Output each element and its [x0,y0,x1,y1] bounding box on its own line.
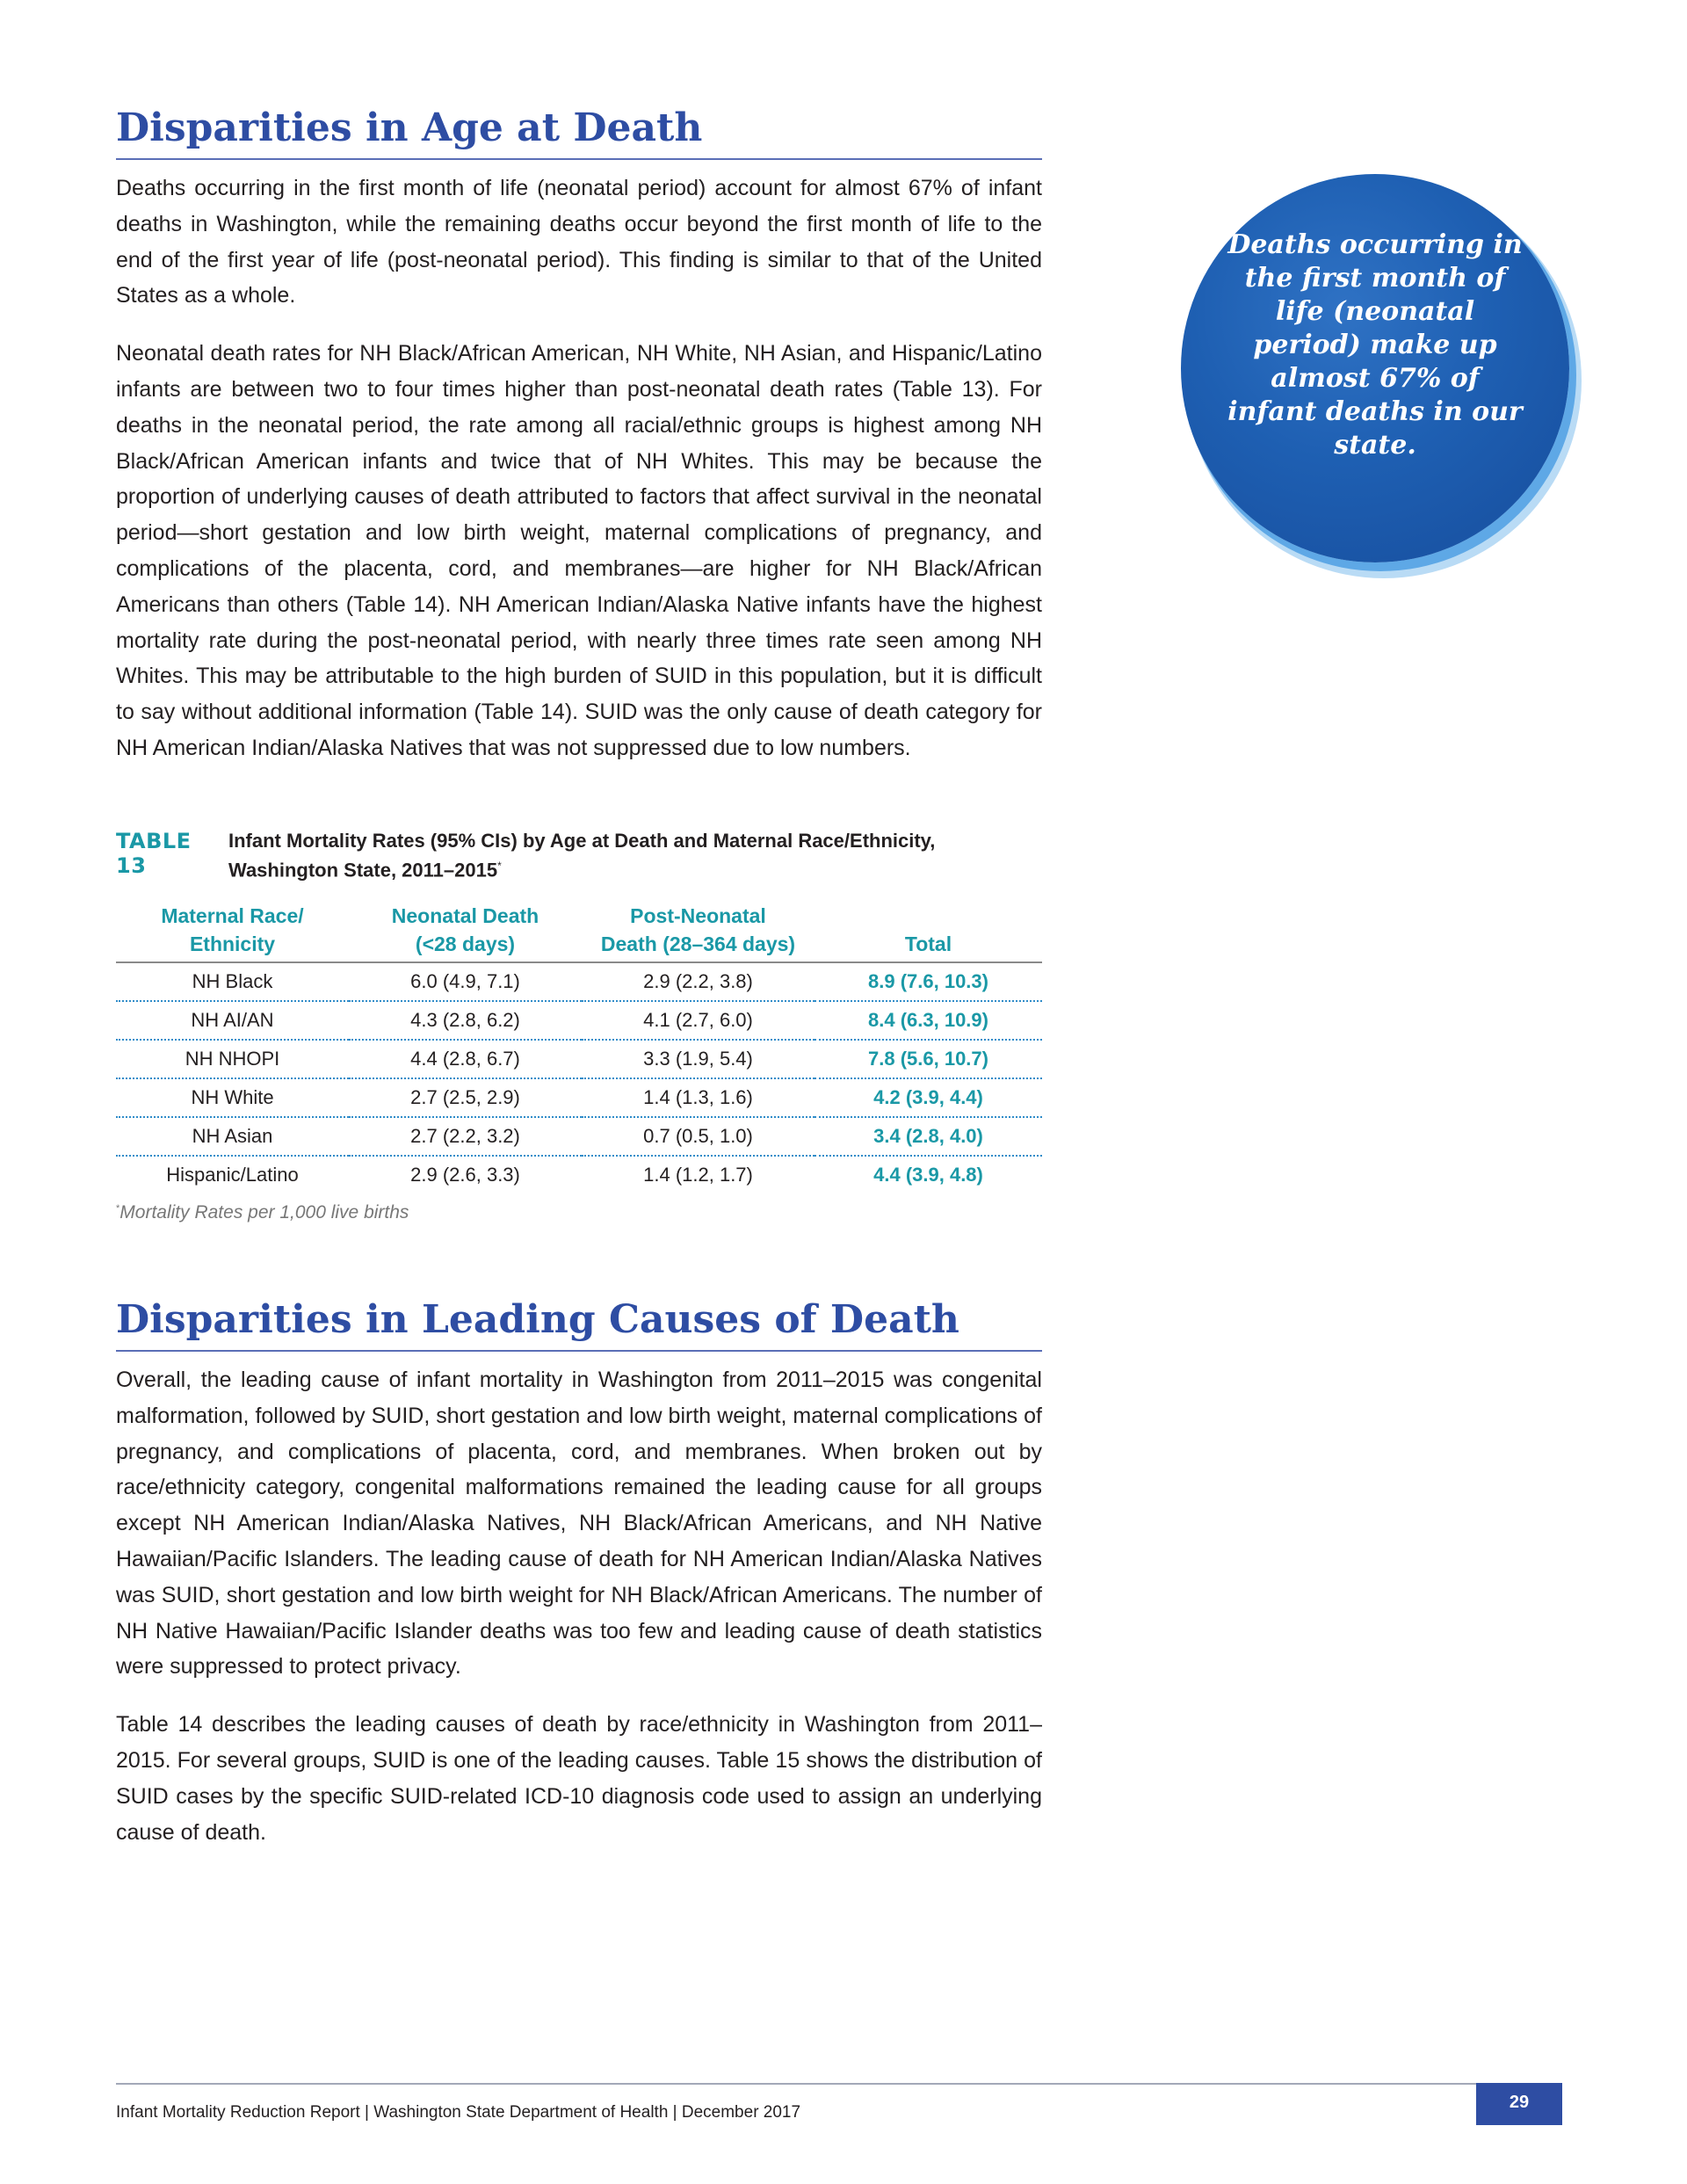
table-cell: 4.3 (2.8, 6.2) [349,1001,582,1040]
table-cell-total: 4.2 (3.9, 4.4) [815,1078,1042,1117]
title-footnote-marker: * [497,860,502,872]
table-row [116,1156,1042,1194]
section-heading: Disparities in Leading Causes of Death [116,1295,1042,1352]
table-cell: 0.7 (0.5, 1.0) [582,1117,815,1156]
section-leading-causes [116,1295,1042,1850]
paragraph: Table 14 describes the leading causes of death by race/ethnicity in Washington from 2011–2015. For several groups, SUID is one of the leading causes. Table 15 shows the distribution of SUID cases by the specific SUID-related ICD-10 diagnosis code used to assign an underlying cause of death. [116,1712,1042,1845]
footer-text: Infant Mortality Reduction Report | Washington State Department of Health | December 2017 [116,2103,801,2122]
table-cell-total: 4.4 (3.9, 4.8) [873,1164,983,1186]
footer-divider [116,2083,1562,2085]
callout-text: Deaths occurring in the first month of life (neonatal period) make up almost 67% of infant deaths in our state. [1227,229,1523,461]
table-label: TABLE 13 [116,829,192,878]
table-cell: NH Black [116,962,349,1001]
table-cell: 2.9 (2.6, 3.3) [410,1164,520,1186]
table-title-text: Infant Mortality Rates (95% CIs) by Age at Death and Maternal Race/Ethnicity, Washington State, 2011–2015 [228,830,936,882]
table-cell: 3.3 (1.9, 5.4) [582,1040,815,1078]
table-caption [116,829,1042,882]
table-13 [116,829,1042,1223]
table-cell: NH NHOPI [116,1040,349,1078]
table-cell: 6.0 (4.9, 7.1) [349,962,582,1001]
data-table [116,902,1042,1194]
table-cell: NH Asian [116,1117,349,1156]
table-cell: 4.4 (2.8, 6.7) [349,1040,582,1078]
table-cell: 1.4 (1.3, 1.6) [582,1078,815,1117]
section-heading: Disparities in Age at Death [116,104,1042,160]
column-header: Maternal Race/ Ethnicity [116,902,349,962]
page-number: 29 [1476,2083,1562,2125]
table-row [116,1117,1042,1156]
column-header: Total [815,902,1042,962]
table-cell: 2.7 (2.2, 3.2) [349,1117,582,1156]
table-cell: Hispanic/Latino [166,1164,299,1186]
table-cell: NH White [116,1078,349,1117]
table-title [228,829,1042,882]
table-cell-total: 3.4 (2.8, 4.0) [815,1117,1042,1156]
table-cell: 1.4 (1.2, 1.7) [643,1164,753,1186]
footnote-marker: * [116,1203,120,1215]
table-cell-total: 8.4 (6.3, 10.9) [815,1001,1042,1040]
table-cell: 4.1 (2.7, 6.0) [582,1001,815,1040]
section-age-at-death [116,104,1042,766]
footnote-text: Mortality Rates per 1,000 live births [119,1202,409,1223]
paragraph: Overall, the leading cause of infant mortality in Washington from 2011–2015 was congenital malformation, followed by SUID, short gestation and low birth weight, maternal complications of pregnancy, and complications of placenta, cord, and membranes. When broken out by race/ethnicity category, congenital malformations remained the leading cause for all groups except NH American Indian/Alaska Natives, NH Black/African Americans, and NH Native Hawaiian/Pacific Islanders. The leading cause of death for NH American Indian/Alaska Natives was SUID, short gestation and low birth weight for NH Black/African Americans. The number of NH Native Hawaiian/Pacific Islander deaths was too few and leading cause of death statistics were suppressed to protect privacy. [116,1368,1042,1680]
table-cell-total: 8.9 (7.6, 10.3) [815,962,1042,1001]
table-cell: 2.9 (2.2, 3.8) [582,962,815,1001]
callout-circle [1181,174,1569,562]
table-cell: 2.7 (2.5, 2.9) [349,1078,582,1117]
table-row [116,962,1042,1001]
table-cell-total: 7.8 (5.6, 10.7) [815,1040,1042,1078]
column-header: Post-Neonatal Death (28–364 days) [582,902,815,962]
table-row [116,1001,1042,1040]
column-header: Neonatal Death (<28 days) [349,902,582,962]
table-footnote [116,1202,1042,1223]
table-header-row [116,902,1042,962]
table-row [116,1078,1042,1117]
table-cell: NH AI/AN [116,1001,349,1040]
paragraph: Deaths occurring in the first month of life (neonatal period) account for almost 67% of infant deaths in Washington, while the remaining deaths occur beyond the first month of life to the end of the first year of life (post-neonatal period). This finding is similar to that of the United States as a whole. [116,176,1042,308]
paragraph: Neonatal death rates for NH Black/African American, NH White, NH Asian, and Hispanic/Latino infants are between two to four times higher than post-neonatal death rates (Table 13). For deaths in the neonatal period, the rate among all racial/ethnic groups is highest among NH Black/African American infants and twice that of NH Whites. This may be because the proportion of underlying causes of death attributed to factors that affect survival in the neonatal period—short gestation and low birth weight, maternal complications of pregnancy, and complications of the placenta, cord, and membranes—are higher for NH Black/African Americans than others (Table 14). NH American Indian/Alaska Native infants have the highest mortality rate during the post-neonatal period, with nearly three times rate seen among NH Whites. This may be attributable to the high burden of SUID in this population, but it is difficult to say without additional information (Table 14). SUID was the only cause of death category for NH American Indian/Alaska Natives that was not suppressed due to low numbers. [116,341,1042,760]
table-row [116,1040,1042,1078]
